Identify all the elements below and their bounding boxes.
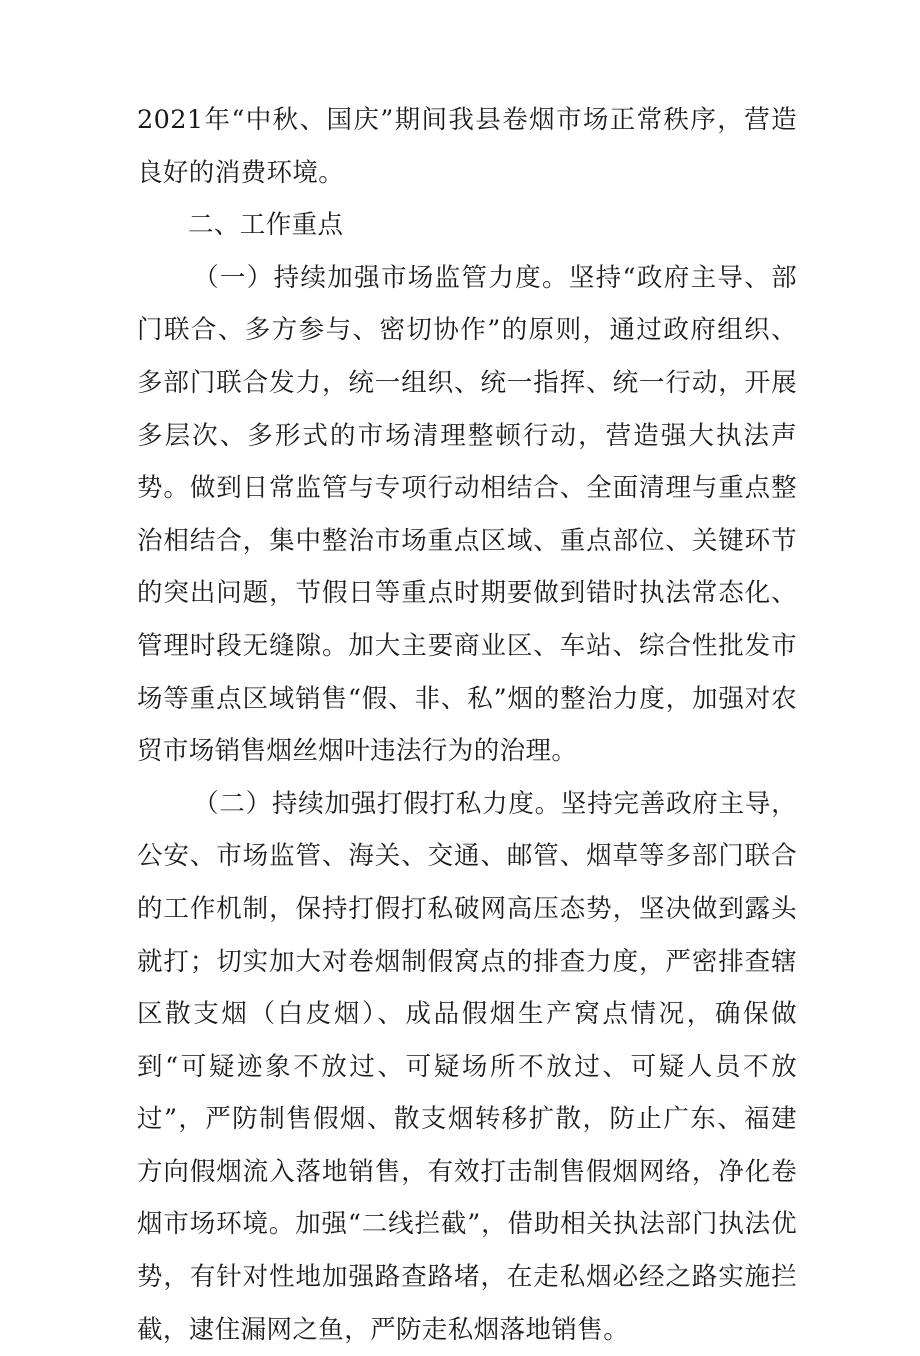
paragraph-anti-counterfeit: （二）持续加强打假打私力度。坚持完善政府主导，公安、市场监管、海关、交通、邮管、烟草等多部门联合的工作机制，保持打假打私破网高压态势，坚决做到露头就打；切实加大对卷烟制假窝点的排查力度，严密排查辖区散支烟（白皮烟）、成品假烟生产窝点情况，确保做到“可疑迹象不放过、可疑场所不放过、可疑人员不放过”，严防制售假烟、散支烟转移扩散，防止广东、福建方向假烟流入落地销售，有效打击制售假烟网络，净化卷烟市场环境。加强“二线拦截”，借助相关执法部门执法优势，有针对性地加强路查路堵，在走私烟必经之路实施拦截，逮住漏网之鱼，严防走私烟落地销售。: [137, 788, 797, 1345]
paragraph-market-supervision: （一）持续加强市场监管力度。坚持“政府主导、部门联合、多方参与、密切协作”的原则，通过政府组织、多部门联合发力，统一组织、统一指挥、统一行动，开展多层次、多形式的市场清理整顿行动，营造强大执法声势。做到日常监管与专项行动相结合、全面清理与重点整治相结合，集中整治市场重点区域、重点部位、关键环节的突出问题，节假日等重点时期要做到错时执法常态化、管理时段无缝隙。加大主要商业区、车站、综合性批发市场等重点区域销售“假、非、私”烟的整治力度，加强对农贸市场销售烟丝烟叶违法行为的治理。: [137, 262, 797, 767]
paragraph-continuation: 2021年“中秋、国庆”期间我县卷烟市场正常秩序，营造良好的消费环境。: [137, 105, 797, 188]
document-body: [137, 94, 797, 1356]
section-heading-work-focus: 二、工作重点: [188, 210, 344, 241]
